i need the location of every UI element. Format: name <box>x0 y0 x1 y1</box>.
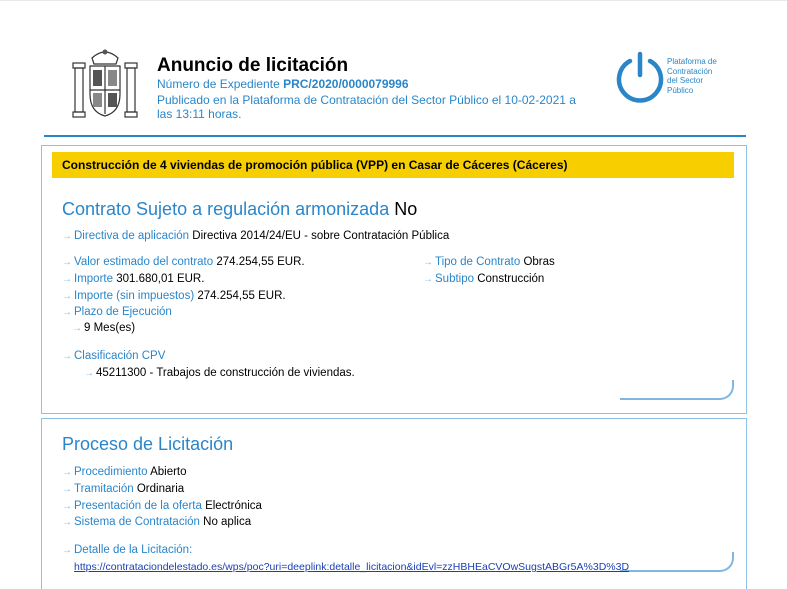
tramitacion-row <box>62 482 184 497</box>
cpv-label: Clasificación CPV <box>74 350 166 362</box>
section-decoration <box>620 552 734 572</box>
top-divider <box>0 0 787 1</box>
expediente-number: PRC/2020/0000079996 <box>283 77 409 91</box>
importe-label: Importe <box>74 273 113 285</box>
detalle-link-row <box>74 560 629 574</box>
detalle-label: Detalle de la Licitación: <box>74 544 193 556</box>
cpv-row <box>62 349 165 364</box>
contract-heading-value: No <box>394 199 418 219</box>
power-icon <box>614 51 666 103</box>
tipo-label: Tipo de Contrato <box>435 256 521 268</box>
sistema-row <box>62 515 251 530</box>
importe-sin-value: 274.254,55 EUR. <box>197 290 286 302</box>
subtipo-value: Construcción <box>477 273 545 285</box>
published-line-1: Publicado en la Plataforma de Contratación del Sector Público el 10-02-2021 a <box>157 93 576 107</box>
arrow-icon: → <box>423 257 433 268</box>
page-title: Anuncio de licitación <box>157 55 349 76</box>
subtipo-label: Subtipo <box>435 273 475 285</box>
cpv-value: 45211300 - Trabajos de construcción de viviendas. <box>96 367 355 379</box>
presentacion-value: Electrónica <box>205 500 262 512</box>
arrow-icon: → <box>62 484 72 495</box>
tramitacion-value: Ordinaria <box>136 483 185 495</box>
arrow-icon: → <box>72 323 82 334</box>
expediente-label: Número de Expediente <box>157 77 280 91</box>
platform-logo-line: Público <box>667 85 694 95</box>
arrow-icon: → <box>62 517 72 528</box>
platform-logo-text <box>667 57 737 95</box>
valor-label: Valor estimado del contrato <box>74 256 214 268</box>
tramitacion-label: Tramitación <box>74 483 134 495</box>
sistema-value: No aplica <box>203 516 252 528</box>
presentacion-row <box>62 499 262 514</box>
proceso-heading: Proceso de Licitación <box>62 434 234 454</box>
arrow-icon: → <box>84 368 94 379</box>
arrow-icon: → <box>62 467 72 478</box>
contract-title-banner <box>52 152 734 178</box>
arrow-icon: → <box>62 501 72 512</box>
cpv-value-row <box>84 366 355 381</box>
platform-logo-line: del Sector <box>667 76 704 85</box>
plazo-value-row <box>72 321 135 336</box>
valor-value: 274.254,55 EUR. <box>216 256 305 268</box>
arrow-icon: → <box>423 274 433 285</box>
arrow-icon: → <box>62 291 72 302</box>
directiva-value: Directiva 2014/24/EU - sobre Contratación Pública <box>192 230 450 242</box>
arrow-icon: → <box>62 545 72 556</box>
sistema-label: Sistema de Contratación <box>74 516 200 528</box>
header-divider <box>44 135 746 137</box>
procedimiento-value: Abierto <box>150 466 187 478</box>
importe-row <box>62 272 204 287</box>
arrow-icon: → <box>62 307 72 318</box>
arrow-icon: → <box>62 231 72 242</box>
arrow-icon: → <box>62 351 72 362</box>
contract-heading-label: Contrato Sujeto a regulación armonizada <box>62 199 390 219</box>
directiva-row <box>62 229 449 244</box>
directiva-label: Directiva de aplicación <box>74 230 190 242</box>
procedimiento-row <box>62 465 187 480</box>
presentacion-label: Presentación de la oferta <box>74 500 202 512</box>
expediente-line <box>157 77 409 91</box>
plazo-value: 9 Mes(es) <box>84 322 136 334</box>
detalle-link[interactable]: https://contrataciondelestado.es/wps/poc?uri=deeplink:detalle_licitacion&idEvl=zzHBHEaCVOwSugstABGr5A%3D%3D <box>74 561 630 573</box>
valor-row <box>62 255 305 270</box>
platform-logo-line: Contratación <box>667 66 713 76</box>
plazo-label: Plazo de Ejecución <box>74 306 172 318</box>
contract-title: Construcción de 4 viviendas de promoción pública (VPP) en Casar de Cáceres (Cáceres) <box>62 158 568 172</box>
importe-sin-row <box>62 289 286 304</box>
tipo-row <box>423 255 555 270</box>
subtipo-row <box>423 272 544 287</box>
platform-logo-line: Plataforma de <box>667 57 717 66</box>
arrow-icon: → <box>62 274 72 285</box>
spain-coat-of-arms-icon <box>70 46 140 122</box>
procedimiento-label: Procedimiento <box>74 466 148 478</box>
plazo-row <box>62 305 172 320</box>
published-line-2: las 13:11 horas. <box>157 107 242 121</box>
contract-heading <box>62 199 417 220</box>
section-decoration <box>620 380 734 400</box>
importe-sin-label: Importe (sin impuestos) <box>74 290 195 302</box>
tipo-value: Obras <box>523 256 555 268</box>
importe-value: 301.680,01 EUR. <box>116 273 205 285</box>
arrow-icon: → <box>62 257 72 268</box>
detalle-row <box>62 543 192 558</box>
